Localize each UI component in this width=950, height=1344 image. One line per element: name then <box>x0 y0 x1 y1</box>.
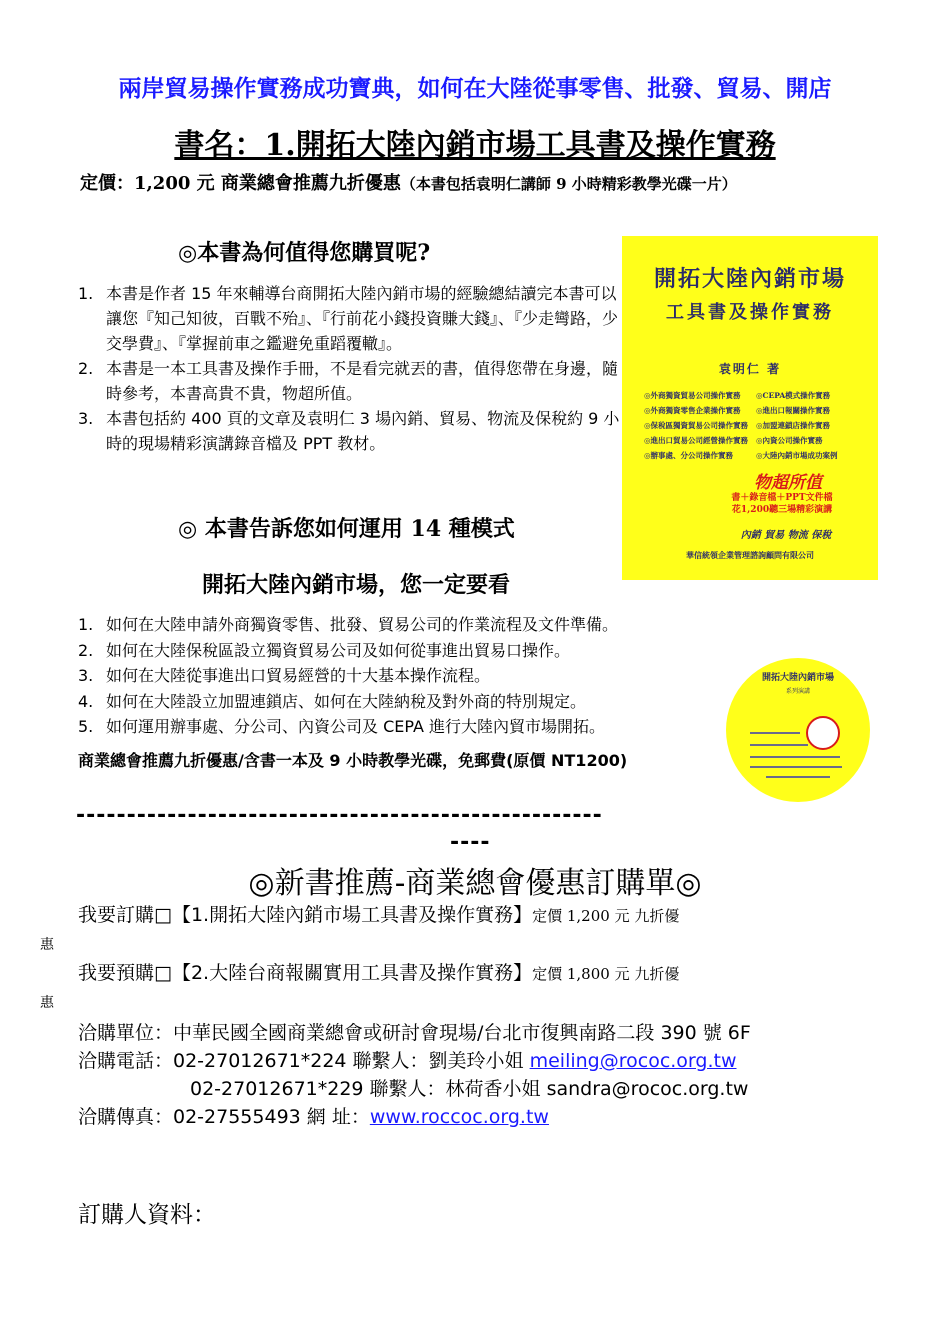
list-text: 本書包括約 400 頁的文章及袁明仁 3 場內銷、貿易、物流及保稅約 9 小時的現場精彩演講錄音檔及 PPT 教材。 <box>106 409 620 453</box>
cd-text-line <box>750 756 840 758</box>
buyer-info-label: 訂購人資料： <box>78 1202 216 1228</box>
price-line <box>80 170 880 198</box>
contact-phone-2: 02-27012671*229 聯繫人：林荷香小姐 sandra@rococ.org.tw <box>190 1078 749 1100</box>
list-item <box>78 638 738 664</box>
list-number: 1. <box>78 615 94 634</box>
book-title: 書名：1.開拓大陸內銷市場工具書及操作實務 <box>174 128 776 163</box>
list-text: 如何在大陸設立加盟連鎖店、如何在大陸納稅及對外商的特別規定。 <box>106 691 587 711</box>
order-heading: ◎新書推薦-商業總會優惠訂購單◎ <box>248 866 702 901</box>
cover-items-right <box>756 388 868 463</box>
cover-red-line: 花1,200聽三場精彩演講 <box>731 505 833 515</box>
list-text: 本書是作者 15 年來輔導台商開拓大陸內銷市場的經驗總結讀完本書可以讓您『知己知彼，百戰不殆』、『行前花小錢投資賺大錢』、『少走彎路，少交學費』、『掌握前車之鑑避免重蹈覆轍』。 <box>106 284 619 353</box>
separator-dashes-cont: ---- <box>450 830 491 855</box>
cd-text-line <box>766 776 830 778</box>
modes-list <box>78 612 738 740</box>
cover-item: ◎進出口報關操作實務 <box>756 406 831 415</box>
cd-text-line <box>750 744 808 746</box>
promo-line: 商業總會推薦九折優惠/含書一本及 9 小時教學光碟，免郵費(原價 NT1200) <box>78 751 628 770</box>
contact-phone-1 <box>78 1046 737 1073</box>
cover-item: ◎辦事處、分公司操作實務 <box>644 451 734 460</box>
howto-subheading: 開拓大陸內銷市場，您一定要看 <box>202 572 511 598</box>
cd-disc-image <box>726 658 870 802</box>
order-item-text: 我要預購□【2.大陸台商報關實用工具書及操作實務】 <box>78 962 533 984</box>
cover-red-text <box>694 492 870 516</box>
order-line-1-cont: 惠 <box>40 937 54 953</box>
cd-text-line <box>750 766 842 768</box>
cover-title: 開拓大陸內銷市場 <box>653 266 846 292</box>
list-number: 3. <box>78 409 94 428</box>
list-item <box>78 406 626 456</box>
cover-items-left <box>644 388 756 463</box>
cover-item: ◎外商獨資貿易公司操作實務 <box>644 391 741 400</box>
reasons-list <box>78 281 626 456</box>
list-number: 5. <box>78 717 94 736</box>
cover-item: ◎外商獨資零售企業操作實務 <box>644 406 741 415</box>
why-heading: ◎本書為何值得您購買呢? <box>178 240 431 266</box>
order-line-1[interactable] <box>78 900 679 927</box>
list-item <box>78 281 626 356</box>
list-item <box>78 663 738 689</box>
book-cover-image <box>622 236 878 580</box>
list-text: 如何在大陸從事進出口貿易經營的十大基本操作流程。 <box>106 666 491 685</box>
contact-fax-text: 洽購傳真：02-27555493 網 址： <box>78 1106 370 1128</box>
howto-heading: ◎ 本書告訴您如何運用 14 種模式 <box>178 516 515 542</box>
cover-item: ◎保稅區獨資貿易公司操作實務 <box>644 421 749 430</box>
list-text: 本書是一本工具書及操作手冊，不是看完就丟的書，值得您帶在身邊，隨時參考，本書高貴不貴，物超所值。 <box>106 359 619 403</box>
contact-phone-text: 洽購電話：02-27012671*224 聯繫人：劉美玲小姐 <box>78 1050 530 1072</box>
email-link[interactable]: meiling@rococ.org.tw <box>529 1050 737 1072</box>
cover-author: 袁明仁 著 <box>718 362 782 376</box>
order-item-price: 定價 1,200 元 九折優 <box>532 907 680 925</box>
list-item <box>78 356 626 406</box>
cd-text-line <box>750 732 800 734</box>
list-item <box>78 612 738 638</box>
cd-subtitle: 系列演講 <box>785 688 810 695</box>
cover-red-line: 書＋錄音檔＋PPT文件檔 <box>731 493 833 503</box>
list-number: 4. <box>78 691 94 711</box>
contact-unit: 洽購單位：中華民國全國商業總會或研討會現場/台北市復興南路二段 390 號 6F <box>78 1022 751 1044</box>
contact-fax <box>78 1102 549 1129</box>
list-number: 1. <box>78 284 94 303</box>
cover-publisher: 華信統領企業管理諮詢顧問有限公司 <box>686 550 814 560</box>
list-number: 3. <box>78 666 94 685</box>
order-line-2-cont: 惠 <box>40 995 54 1011</box>
cd-center-hole <box>806 716 840 750</box>
list-number: 2. <box>78 359 94 378</box>
cd-title: 開拓大陸內銷市場 <box>761 673 834 683</box>
separator-dashes: ---------------------------------------------------- <box>76 803 603 828</box>
website-link[interactable]: www.roccoc.org.tw <box>369 1106 549 1128</box>
list-item <box>78 714 738 740</box>
price-main: 定價：1,200 元 商業總會推薦九折優惠 <box>80 173 401 194</box>
cover-item: ◎內資公司操作實務 <box>756 436 823 445</box>
order-line-2[interactable] <box>78 958 679 985</box>
order-item-price: 定價 1,800 元 九折優 <box>532 965 680 983</box>
order-item-text: 我要訂購□【1.開拓大陸內銷市場工具書及操作實務】 <box>78 904 533 926</box>
cover-badge: 物超所值 <box>754 473 822 493</box>
list-text: 如何在大陸申請外商獨資零售、批發、貿易公司的作業流程及文件準備。 <box>106 615 619 634</box>
top-banner: 兩岸貿易操作實務成功寶典，如何在大陸從事零售、批發、貿易、開店 <box>118 75 832 102</box>
price-note: （本書包括袁明仁講師 9 小時精彩教學光碟一片） <box>400 175 737 193</box>
cover-item: ◎進出口貿易公司經營操作實務 <box>644 436 749 445</box>
list-text: 如何運用辦事處、分公司、內資公司及 CEPA 進行大陸內貿市場開拓。 <box>106 717 606 736</box>
list-text: 如何在大陸保稅區設立獨資貿易公司及如何從事進出貿易口操作。 <box>106 640 571 660</box>
list-item <box>78 689 738 715</box>
list-number: 2. <box>78 640 94 660</box>
cover-item: ◎大陸內銷市場成功案例 <box>756 451 838 460</box>
cover-item: ◎CEPA模式操作實務 <box>756 391 831 400</box>
cover-item: ◎加盟連鎖店操作實務 <box>756 421 831 430</box>
cover-topics: 內銷 貿易 物流 保稅 <box>740 530 832 541</box>
cover-items <box>644 388 874 463</box>
cover-subtitle: 工具書及操作實務 <box>666 302 834 323</box>
